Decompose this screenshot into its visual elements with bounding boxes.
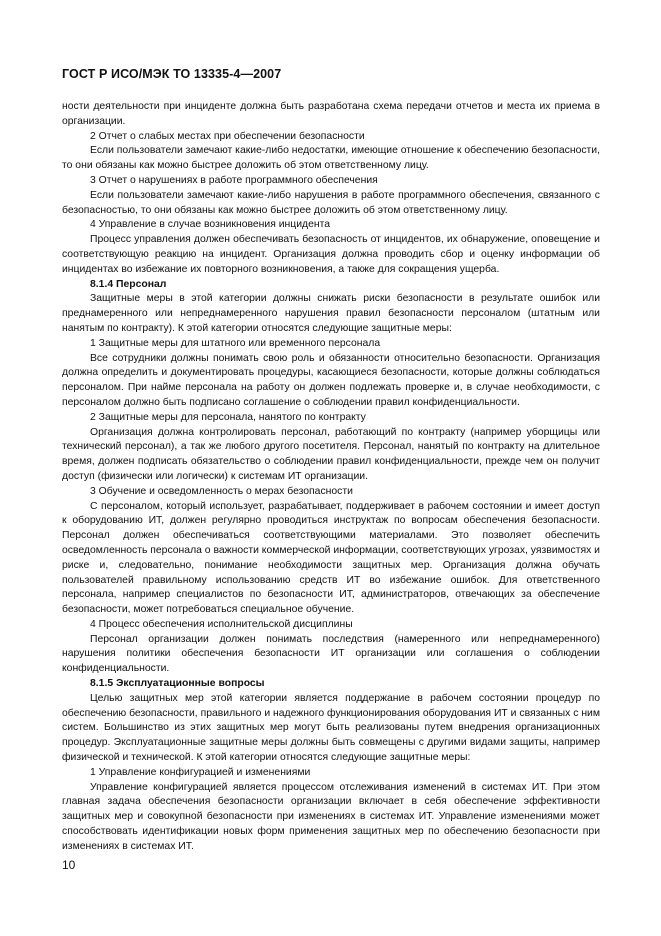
page-number: 10 bbox=[62, 858, 76, 872]
paragraph: С персоналом, который использует, разрабатывает, поддерживает в рабочем состоянии и имеет доступ к оборудованию ИТ, должен регулярно проводиться инструктаж по вопросам обеспечения безопасности. Персонал должен обеспечиваться соответствующими материалами. Это позволяет обеспечить осведомленность персонала о важности коммерческой информации, соответствующих угрозах, уязвимостях и риске и, следовательно, понимание необходимости защитных мер. Организация должна обучать пользователей правильному использованию средств ИТ во избежание ошибок. Для ответственного персонала, например специалистов по безопасности ИТ, администраторов, отвечающих за обеспечение безопасности, может потребоваться специальное обучение. bbox=[62, 500, 600, 616]
list-item-heading: 3 Обучение и осведомленность о мерах безопасности bbox=[90, 485, 353, 497]
list-item-heading: 2 Защитные меры для персонала, нанятого по контракту bbox=[90, 411, 366, 423]
list-item-heading: 4 Процесс обеспечения исполнительской дисциплины bbox=[90, 618, 353, 630]
paragraph: Управление конфигурацией является процессом отслеживания изменений в системах ИТ. При этом главная задача обеспечения безопасности организации включает в себя обеспечение эффективности защитных мер и совокупной безопасности при изменениях в системах ИТ. Управление изменениями может способствовать идентификации новых форм применения защитных мер по обеспечению безопасности при изменениях в системах ИТ. bbox=[62, 781, 600, 852]
list-item-heading: 4 Управление в случае возникновения инцидента bbox=[90, 219, 331, 231]
list-item-heading: 3 Отчет о нарушениях в работе программного обеспечения bbox=[90, 174, 378, 186]
paragraph: Процесс управления должен обеспечивать безопасность от инцидентов, их обнаружение, оповещение и соответствующую реакцию на инцидент. Организация должна проводить сбор и оценку информации об инцидентах во избежание их повторного возникновения, а также для сокращения ущерба. bbox=[62, 234, 600, 275]
paragraph: Все сотрудники должны понимать свою роль и обязанности относительно безопасности. Организация должна определить и документировать процедуры, касающиеся безопасности, которые должны соблюдаться персоналом. При найме персонала на работу он должен подлежать проверке и, в случае необходимости, с персоналом должно быть подписано соглашение о соблюдении правил конфиденциальности. bbox=[62, 352, 600, 408]
document-header: ГОСТ Р ИСО/МЭК ТО 13335-4—2007 bbox=[62, 67, 282, 81]
paragraph: Персонал организации должен понимать последствия (намеренного или непреднамеренного) нарушения политики обеспечения безопасности ИТ организации или соглашения о соблюдении конфиденциальности. bbox=[62, 633, 600, 675]
paragraph: Если пользователи замечают какие-либо нарушения в работе программного обеспечения, связанного с безопасностью, то они обязаны как можно быстрее доложить об этом ответственному лицу. bbox=[62, 189, 600, 216]
paragraph: Целью защитных мер этой категории является поддержание в рабочем состоянии процедур по обеспечению безопасности, правильного и надежного функционирования оборудования ИТ и связанных с ним систем. Большинство из этих защитных мер могут быть реализованы путем внедрения организационных процедур. Эксплуатационные защитные меры должны быть совмещены с другими видами защиты, например физической и технической. К этой категории относятся следующие защитные меры: bbox=[62, 692, 600, 764]
list-item-heading: 1 Защитные меры для штатного или временного персонала bbox=[90, 337, 381, 349]
paragraph: ности деятельности при инциденте должна быть разработана схема передачи отчетов и места их приема в организации. bbox=[62, 101, 600, 127]
section-heading-8-1-4: 8.1.4 Персонал bbox=[90, 278, 167, 290]
page-content bbox=[62, 100, 600, 855]
list-item-heading: 1 Управление конфигурацией и изменениями bbox=[90, 766, 311, 778]
paragraph: Организация должна контролировать персонал, работающий по контракту (например уборщицы или технический персонал), а так же любого другого посетителя. Персонал, нанятый по контракту на длительное время, должен подписать обязательство о соблюдении правил конфиденциальности, прежде чем он получит доступ (физически или логически) к системам ИТ организации. bbox=[62, 426, 600, 482]
paragraph: Защитные меры в этой категории должны снижать риски безопасности в результате ошибок или преднамеренного или непреднамеренного нарушения правил безопасности персоналом (штатным или нанятым по контракту). К этой категории относятся следующие защитные меры: bbox=[62, 293, 600, 334]
list-item-heading: 2 Отчет о слабых местах при обеспечении безопасности bbox=[90, 130, 365, 142]
section-heading-8-1-5: 8.1.5 Эксплуатационные вопросы bbox=[90, 678, 265, 690]
paragraph: Если пользователи замечают какие-либо недостатки, имеющие отношение к обеспечению безопасности, то они обязаны как можно быстрее доложить об этом ответственному лицу. bbox=[62, 145, 600, 172]
